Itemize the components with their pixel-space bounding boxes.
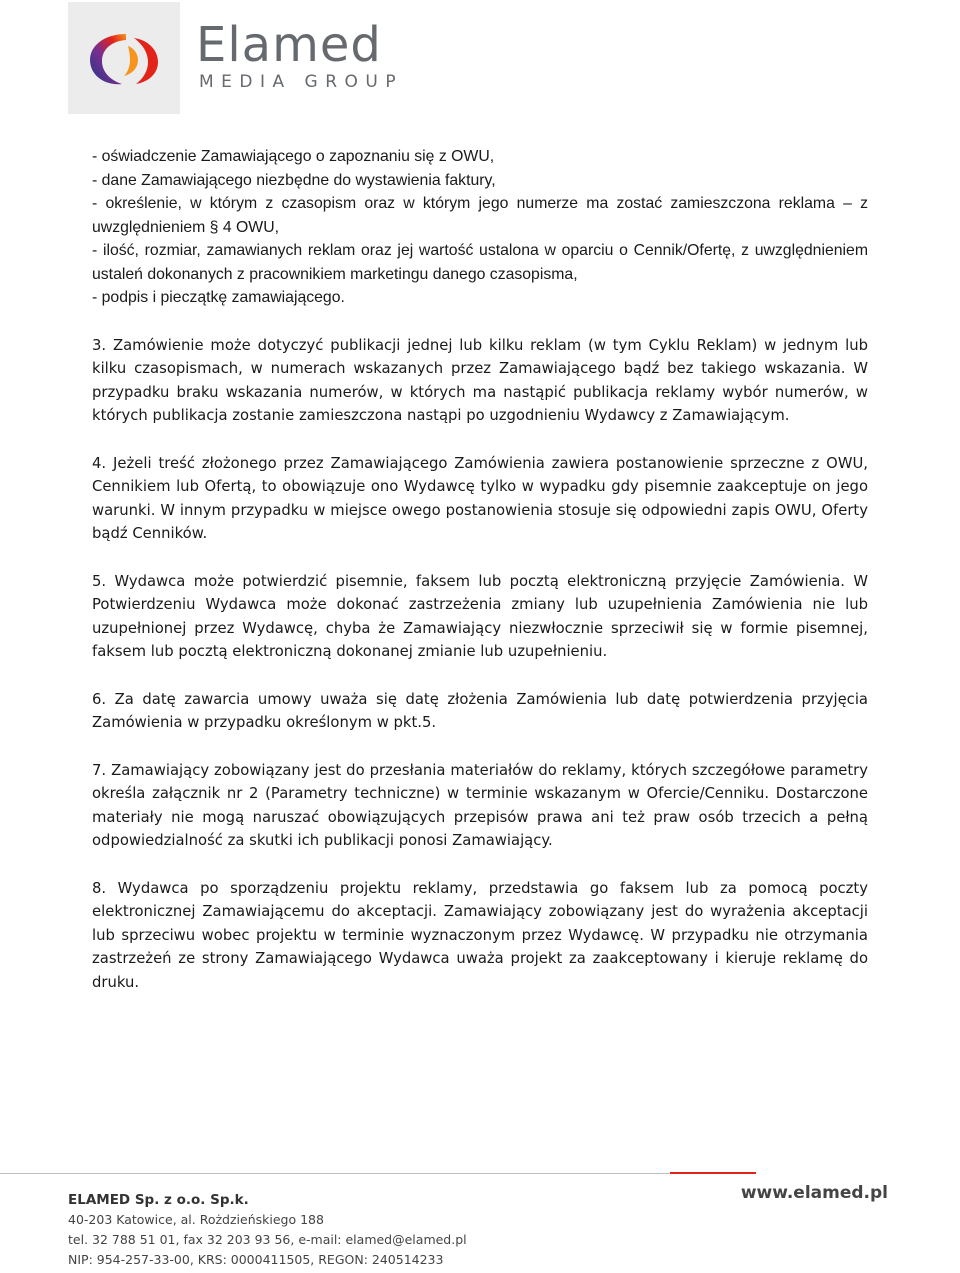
logo <box>68 2 180 114</box>
footer-company-info <box>68 1190 467 1270</box>
footer-divider <box>0 1172 960 1176</box>
brand-subtitle: MEDIA GROUP <box>199 72 404 92</box>
divider-grey <box>0 1173 670 1174</box>
website-link[interactable]: www.elamed.pl <box>740 1183 888 1203</box>
list-item: - określenie, w którym z czasopism oraz w którym jego numerze ma zostać zamieszczona reklama – z uwzględnieniem § 4 OWU, <box>92 195 868 236</box>
paragraph-4: 4. Jeżeli treść złożonego przez Zamawiającego Zamówienia zawiera postanowienie sprzeczne z OWU, Cennikiem lub Ofertą, to obowiązuje ono Wydawcę tylko w wypadku gdy pisemnie zaakceptuje on jego warunki. W innym przypadku w miejsce owego postanowienia stosuje się odpowiedni zapis OWU, Oferty bądź Cenników. <box>92 454 868 542</box>
paragraph-5: 5. Wydawca może potwierdzić pisemnie, faksem lub pocztą elektroniczną przyjęcie Zamówienia. W Potwierdzeniu Wydawca może dokonać zastrzeżenia zmiany lub uzupełnienia Zamówienia nie lub uzupełnionej przez Wydawcę, chyba że Zamawiający niezwłocznie sprzeciwił się w formie pisemnej, faksem lub pocztą elektroniczną dokonanej zmianie lub uzupełnieniu. <box>92 572 868 660</box>
company-contact: tel. 32 788 51 01, fax 32 203 93 56, e-mail: elamed@elamed.pl <box>68 1232 467 1247</box>
company-address: 40-203 Katowice, al. Rożdzieńskiego 188 <box>68 1212 324 1227</box>
brand-name: Elamed <box>196 17 382 73</box>
company-registry: NIP: 954-257-33-00, KRS: 0000411505, REGON: 240514233 <box>68 1252 444 1267</box>
paragraph-7: 7. Zamawiający zobowiązany jest do przesłania materiałów do reklamy, których szczegółowe parametry określa załącznik nr 2 (Parametry techniczne) w terminie wskazanym w Ofercie/Cenniku. Dostarczone materiały nie mogą naruszać obowiązujących przepisów prawa ani też praw osób trzecich a pełną odpowiedzialność za skutki ich publikacji ponosi Zamawiający. <box>92 761 868 849</box>
company-name: ELAMED Sp. z o.o. Sp.k. <box>68 1192 249 1208</box>
paragraph-3: 3. Zamówienie może dotyczyć publikacji jednej lub kilku reklam (w tym Cyklu Reklam) w jednym lub kilku czasopismach, w numerach wskazanych przez Zamawiającego bądź bez takiego wskazania. W przypadku braku wskazania numerów, w których ma nastąpić publikacja reklamy wybór numerów, w których publikacja zostanie zamieszczona nastąpi po uzgodnieniu Wydawcy z Zamawiającym. <box>92 336 868 424</box>
divider-accent <box>670 1172 756 1174</box>
logo-mark-icon <box>82 26 166 90</box>
paragraph-8: 8. Wydawca po sporządzeniu projektu reklamy, przedstawia go faksem lub za pomocą poczty elektronicznej Zamawiającemu do akceptacji. Zamawiający zobowiązany jest do wyrażenia akceptacji lub sprzeciwu wobec projektu w terminie wyznaczonym przez Wydawcę. W przypadku nie otrzymania zastrzeżeń ze strony Zamawiającego Wydawca uważa projekt za zaakceptowany i kieruje reklamę do druku. <box>92 879 868 991</box>
list-item: - ilość, rozmiar, zamawianych reklam oraz jej wartość ustalona w oparciu o Cennik/Ofertę, z uwzględnieniem ustaleń dokonanych z pracownikiem marketingu danego czasopisma, <box>92 242 868 283</box>
paragraph-6: 6. Za datę zawarcia umowy uważa się datę złożenia Zamówienia lub datę potwierdzenia przyjęcia Zamówienia w przypadku określonym w pkt.5. <box>92 690 868 731</box>
list-item: - podpis i pieczątkę zamawiającego. <box>92 289 345 306</box>
list-item: - oświadczenie Zamawiającego o zapoznaniu się z OWU, <box>92 148 495 165</box>
document-body <box>92 145 868 994</box>
list-item: - dane Zamawiającego niezbędne do wystawienia faktury, <box>92 171 496 189</box>
brand <box>196 16 403 92</box>
